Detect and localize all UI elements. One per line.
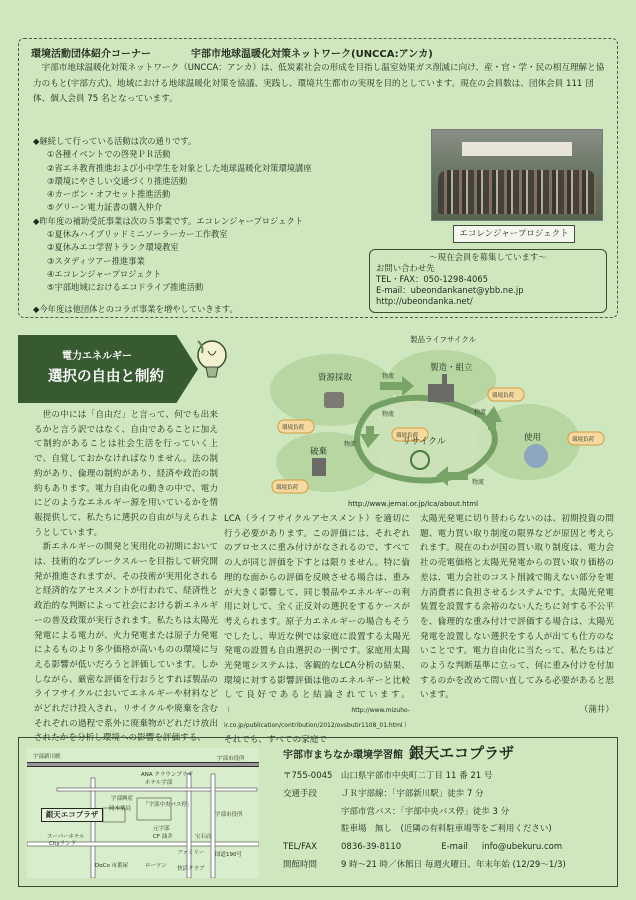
energy-title: 選択の自由と制約 bbox=[48, 369, 164, 385]
road bbox=[211, 774, 215, 878]
email-label: E-mail bbox=[441, 842, 468, 853]
list-item: ④エコレンジャープロジェクト bbox=[47, 268, 162, 279]
map-label: ローソン bbox=[145, 863, 167, 869]
continuing-header: ◆継続して行っている活動は次の通りです。 bbox=[33, 136, 197, 146]
node-label: 製造・組立 bbox=[430, 363, 473, 373]
paragraph: LCA（ライフサイクルアセスメント）を適切に行う必要があります。この評価には、それぞれのプロセスに重み付けがなされるので、すべての人が同じ評価を下すとは限りません。特に倫理的な面からの評価を反映させる場合は、重みが大きく影響して、同じ製品やエネルギーの利用に対して、全く正反対の選択をするケースが考えられます。原子力エネルギーの場合もそうでしたし、卑近な例では家庭に設置する太陽光発電の設置も自由選択の一例です。家庭用太陽光発電システムは、客観的なLCA分析の結果、環境に対する影響評価は他のエネルギーと比較して良好であると結論されています。 bbox=[224, 514, 410, 701]
factory-icon bbox=[428, 384, 454, 402]
energy-left-column bbox=[34, 408, 218, 746]
hours-label: 開館時間 bbox=[283, 859, 318, 870]
energy-subtitle: 電力エネルギー bbox=[62, 351, 132, 362]
paragraph: 新エネルギーの開発と実用化の初期においては、技術的なブレークスルーを目指して研究開発が推進されますが、その技術が実用化されると経済的なアセスメントが行われて、経済性と政治的な判断によって社会における新エネルギーの普及政策が実行されます。私たちは太陽光発電による電力が、火力発電または原子力発電によるものより多少価格が高いものの環境に与える影響が低いだろうと評価しています。しかしながら、厳密な評価を行おうとすれば製品のライフサイクルにおいてエネルギーや材料などがどれだけ投入され、リサイクルや廃棄を含むそれぞれの過程で系外に廃棄物がどれだけ放出されたかを分析し環境への影響を評価する、 bbox=[34, 542, 218, 744]
photo-people bbox=[438, 170, 596, 214]
activity-list bbox=[33, 135, 413, 295]
facility-tel: 0836-39-8110 bbox=[341, 842, 402, 853]
author: （蒲井） bbox=[579, 705, 614, 716]
map-label: 国道190号 bbox=[215, 852, 242, 858]
list-item: ②夏休みエコ学習トランク環境教室 bbox=[47, 242, 179, 253]
map-label: 宇部興産 bbox=[111, 796, 134, 802]
contact-box bbox=[369, 249, 607, 313]
arrow-label: 物流 bbox=[344, 441, 357, 448]
contact-url[interactable]: http://ubeondanka.net/ bbox=[376, 296, 473, 306]
railway-stripe bbox=[27, 763, 259, 766]
recruit-title: ～現在会員を募集しています～ bbox=[429, 252, 547, 262]
badge-label: 環境負荷 bbox=[572, 437, 595, 443]
photo-banner bbox=[462, 142, 572, 156]
map-label: ファミリー bbox=[177, 850, 205, 856]
transport-label: 交通手段 bbox=[283, 788, 318, 799]
facility-name bbox=[283, 742, 514, 763]
list-item: ⑤宇部地域におけるエコドライブ推進活動 bbox=[47, 282, 204, 293]
inquiry-label: お問い合わせ先 bbox=[376, 263, 435, 273]
facility-address: 〒755-0045 山口県宇部市中央町二丁目 11 番 21 号 bbox=[283, 771, 493, 781]
map-label: 快活クラブ bbox=[177, 866, 205, 872]
use-icon bbox=[524, 444, 548, 468]
reference-url[interactable]: （http://www.mizuho-ir.co.jp/publication/contribution/2012/ovsbutir1108_01.html） bbox=[224, 707, 410, 729]
map-label: 岡本薬局 bbox=[109, 806, 132, 812]
paragraph: 太陽光発電に切り替わらないのは、初期投資の問題、電力買い取り制度の限界などが原因と考えられます。現在のわが国の買い取り制度は、電力会社の売電価格と太陽光発電からの買い取り価格の差は、電力会社のコスト削減で賄えない部分を電力消費者に負担させるシステムです。太陽光発電装置を設置する余裕のない人たちに対する不公平を、倫理的な重み付けで評価する場合は、太陽光発電を設置しない選択をする人が出ても仕方のないことです。電力自由化に当たって、私たちはどのような判断基準に立って、何に重み付けを付加するのかを改めて問い直してみる必要があると思います。 bbox=[420, 514, 614, 701]
energy-heading bbox=[18, 335, 228, 403]
transport-bus: 宇部市営バス：「宇部中央バス停」徒歩 3 分 bbox=[341, 806, 510, 817]
map-label: 宝石店 bbox=[195, 834, 212, 840]
energy-right-column bbox=[420, 512, 614, 718]
map-facility-marker: 銀天エコプラザ bbox=[41, 808, 103, 822]
facility-email[interactable]: info@ubekuru.com bbox=[481, 842, 563, 853]
lightbulb-icon bbox=[194, 337, 230, 387]
contact-email[interactable]: E-mail：ubeondankanet@ybb.ne.jp bbox=[376, 285, 524, 295]
diagram-source-url[interactable]: http://www.jemai.or.jp/lca/about.html bbox=[348, 500, 479, 508]
facility-title: 銀天エコプラザ bbox=[409, 744, 515, 762]
node-label: 資源採取 bbox=[318, 373, 353, 383]
subsidy-header: ◆昨年度の補助受託事業は次の５事業です。エコレンジャープロジェクト bbox=[33, 215, 304, 226]
trash-icon bbox=[312, 458, 326, 476]
node-label: 使用 bbox=[524, 433, 542, 443]
map-label: 「宇部中央バス停」 bbox=[143, 802, 193, 808]
list-item: ①夏休みハイブリッドミニソーラーカー工作教室 bbox=[47, 229, 228, 240]
hours-row bbox=[283, 857, 613, 875]
corner-label: 環境活動団体紹介コーナー bbox=[31, 49, 151, 60]
arrow-label: 物流 bbox=[382, 373, 395, 380]
access-map bbox=[27, 748, 259, 878]
map-label: Cityランド bbox=[49, 841, 77, 847]
map-label: CF 油井 bbox=[153, 834, 173, 840]
tel-label: TEL/FAX bbox=[283, 842, 317, 853]
arrow-label: 物流 bbox=[472, 479, 485, 486]
list-item: ④カーボン・オフセット推進活動 bbox=[47, 189, 171, 200]
list-item: ③環境にやさしい交通づくり推進活動 bbox=[47, 175, 188, 186]
facility-box bbox=[18, 734, 618, 887]
map-label: ANA クラウンプラザ bbox=[141, 772, 193, 778]
badge-label: 環境負荷 bbox=[276, 485, 299, 491]
final-note: ◆今年度は他団体とのコラボ事業を増やしていきます。 bbox=[33, 304, 238, 314]
group-title: 宇部市地球温暖化対策ネットワーク(UNCCA:アンカ) bbox=[191, 49, 433, 60]
resource-icon bbox=[324, 392, 344, 408]
map-label: 宇部新川駅 bbox=[33, 754, 61, 760]
facility-info bbox=[283, 768, 613, 875]
paragraph: 世の中には「自由だ」と言って、何でも出来るかと言う訳ではなく、自由であることに加えて制約があることは社会生活を行っていく上で、自覚しておかなければなりません。法の制約があり、倫理の制約があり、経済や政治の制約もあります。電力自由化の動きの中で、電力にどのようなエネルギー源を用いているかを情報提供して、私たちに選択の自由が与えられようとしています。 bbox=[34, 410, 218, 538]
contact-row bbox=[283, 839, 613, 857]
road bbox=[57, 788, 257, 791]
map-label: ホテル宇部 bbox=[145, 780, 173, 786]
badge-label: 環境負荷 bbox=[492, 393, 515, 399]
energy-middle-column bbox=[224, 512, 410, 747]
map-label: スーパーホテル bbox=[47, 834, 85, 840]
contact-tel: TEL・FAX：050-1298-4065 bbox=[376, 274, 488, 284]
map-label: DoCo 市番屋 bbox=[95, 863, 129, 869]
badge-label: 環境負荷 bbox=[282, 425, 305, 431]
arrow-label: 物流 bbox=[382, 411, 395, 418]
group-intro-header bbox=[31, 45, 607, 60]
list-item: ⑤グリーン電力証書の購入仲介 bbox=[47, 202, 163, 213]
node-label: リサイクル bbox=[402, 437, 446, 447]
photo-caption: エコレンジャープロジェクト bbox=[453, 225, 575, 243]
arrow-label: 物流 bbox=[474, 409, 487, 416]
lifecycle-diagram bbox=[232, 330, 622, 508]
transport-row bbox=[283, 786, 613, 804]
list-item: ③スタディツアー推進事業 bbox=[47, 255, 145, 266]
diagram-title: 製品ライフサイクル bbox=[410, 335, 477, 344]
lifecycle-graphic bbox=[232, 330, 622, 498]
group-photo bbox=[431, 129, 603, 221]
list-item: ②省エネ教育推進および小中学生を対象とした地球温暖化対策環境講座 bbox=[47, 162, 312, 173]
badge-label: 環境負荷 bbox=[396, 433, 419, 439]
factory-chimney-icon bbox=[442, 374, 447, 384]
node-label: 破棄 bbox=[310, 447, 328, 457]
map-label: 宇部市役所 bbox=[215, 812, 243, 818]
map-label: 宇部市役所 bbox=[217, 756, 245, 762]
transport-jr: ＪＲ宇部線：「宇部新川駅」徒歩 7 分 bbox=[341, 788, 484, 799]
parking-info: 駐車場 無し (近隣の有料駐車場等をご利用ください) bbox=[341, 824, 552, 835]
group-intro-box bbox=[18, 38, 618, 318]
map-label: 元宇部 bbox=[153, 826, 170, 832]
facility-hours: 9 時～21 時／休館日 毎週火曜日、年末年始 (12/29～1/3) bbox=[341, 859, 566, 870]
paragraph-tail: それでも、すべての家庭で bbox=[224, 734, 327, 745]
group-intro-text: 宇部市地球温暖化対策ネットワーク（UNCCA：アンカ）は、低炭素社会の形成を目指し温室効果ガス削減に向け、産・官・学・民の相互理解と協力のもと(宇部方式)、地域における地球温暖化対策を協議、実践し、環境共生都市の実現を目的としています。現在の会員数は、団体会員 111 団体、個人会員 75 名となっています。 bbox=[33, 63, 605, 104]
list-item: ①各種イベントでの啓発ＰＲ活動 bbox=[47, 149, 171, 160]
facility-org: 宇部市まちなか環境学習館 bbox=[283, 750, 403, 761]
